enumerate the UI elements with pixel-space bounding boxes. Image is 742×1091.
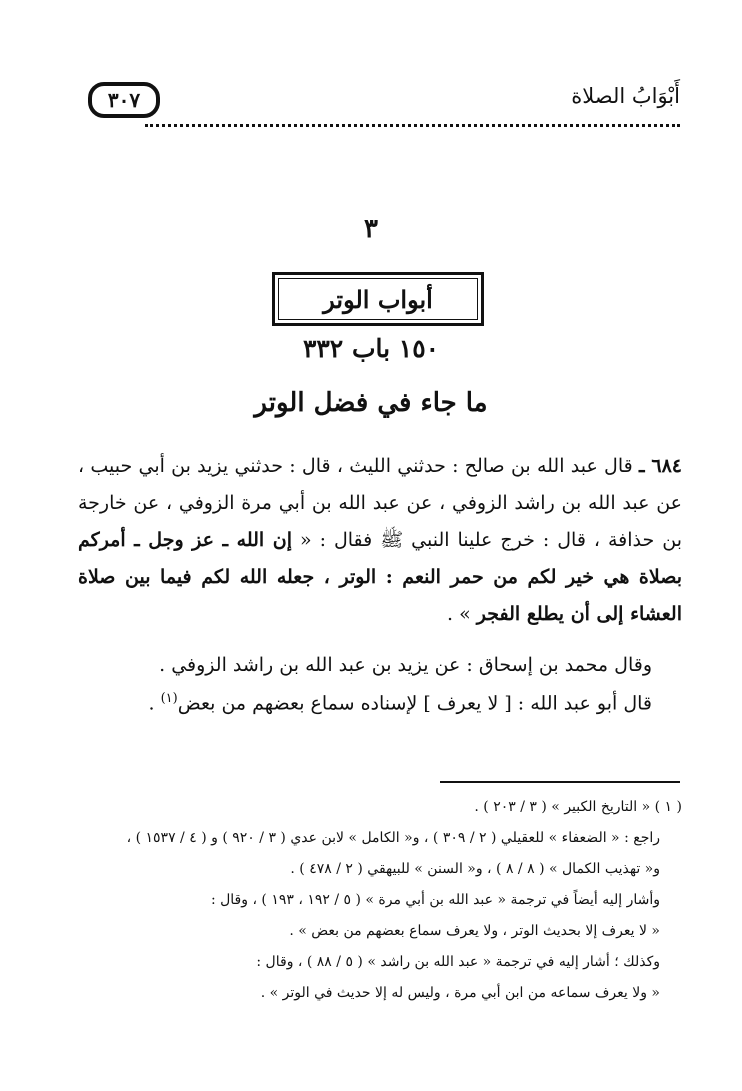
footnotes — [70, 792, 682, 1009]
footnote-line: « لا يعرف إلا بحديث الوتر ، ولا يعرف سماع بعضهم من بعض » . — [289, 923, 660, 939]
page-header — [78, 78, 680, 118]
footnote-line: « ولا يعرف سماعه من ابن أبي مرة ، وليس له إلا حديث في الوتر » . — [260, 985, 660, 1001]
footnote-line: ( ١ ) « التاريخ الكبير » ( ٣ / ٢٠٣ ) . — [474, 799, 682, 815]
footnote-line: وأشار إليه أيضاً في ترجمة « عبد الله بن أبي مرة » ( ٥ / ١٩٢ ، ١٩٣ ) ، وقال : — [210, 892, 660, 908]
page-number-badge — [88, 82, 160, 118]
hadith-paragraph — [78, 448, 682, 633]
commentary-line-2-text: قال أبو عبد الله : [ لا يعرف ] لإسناده سماع بعضهم من بعض — [177, 692, 652, 715]
commentary-line-1: وقال محمد بن إسحاق : عن يزيد بن عبد الله بن راشد الزوفي . — [159, 654, 652, 676]
footnote-separator — [440, 781, 680, 783]
commentary-paragraph — [78, 648, 682, 720]
book-title: أبواب الوتر — [323, 284, 433, 314]
bab-heading: ١٥٠ باب ٣٣٢ — [302, 334, 440, 363]
bab-title: ما جاء في فضل الوتر — [254, 388, 488, 418]
commentary-line-2 — [78, 682, 652, 720]
hadith-isnad: قال عبد الله بن صالح : حدثني الليث ، قال : حدثني يزيد بن أبي حبيب ، عن عبد الله بن راشد الزوفي ، عن عبد الله بن أبي مرة الزوفي ، عن خارجة بن حذافة ، قال : خرج علينا النبي ﷺ فقال : « — [78, 455, 682, 551]
hadith-matn: إن الله ـ عز وجل ـ أمركم بصلاة هي خير لكم من حمر النعم : الوتر ، جعله الله لكم فيما بين صلاة العشاء إلى أن يطلع الفجر — [78, 529, 682, 625]
header-dotted-rule — [145, 124, 680, 127]
footnote-line: و« تهذيب الكمال » ( ٨ / ٨ ) ، و« السنن » للبيهقي ( ٢ / ٤٧٨ ) . — [290, 861, 660, 877]
hadith-number: ٦٨٤ ـ — [638, 455, 683, 477]
commentary-line-2-end: . — [148, 692, 161, 715]
footnote-line: وكذلك ؛ أشار إليه في ترجمة « عبد الله بن راشد » ( ٥ / ٨٨ ) ، وقال : — [256, 954, 660, 970]
book-title-frame — [272, 272, 484, 326]
page-number: ٣٠٧ — [107, 88, 141, 112]
hadith-end: » . — [447, 603, 471, 625]
footnote-line: راجع : « الضعفاء » للعقيلي ( ٢ / ٣٠٩ ) ، و« الكامل » لابن عدي ( ٣ / ٩٢٠ ) و ( ٤ / ١٥٣٧ ) ، — [126, 830, 660, 846]
chapter-number: ٣ — [364, 214, 378, 244]
footnote-ref: (١) — [160, 691, 178, 706]
running-title: أَبْوَابُ الصلاة — [571, 84, 680, 108]
